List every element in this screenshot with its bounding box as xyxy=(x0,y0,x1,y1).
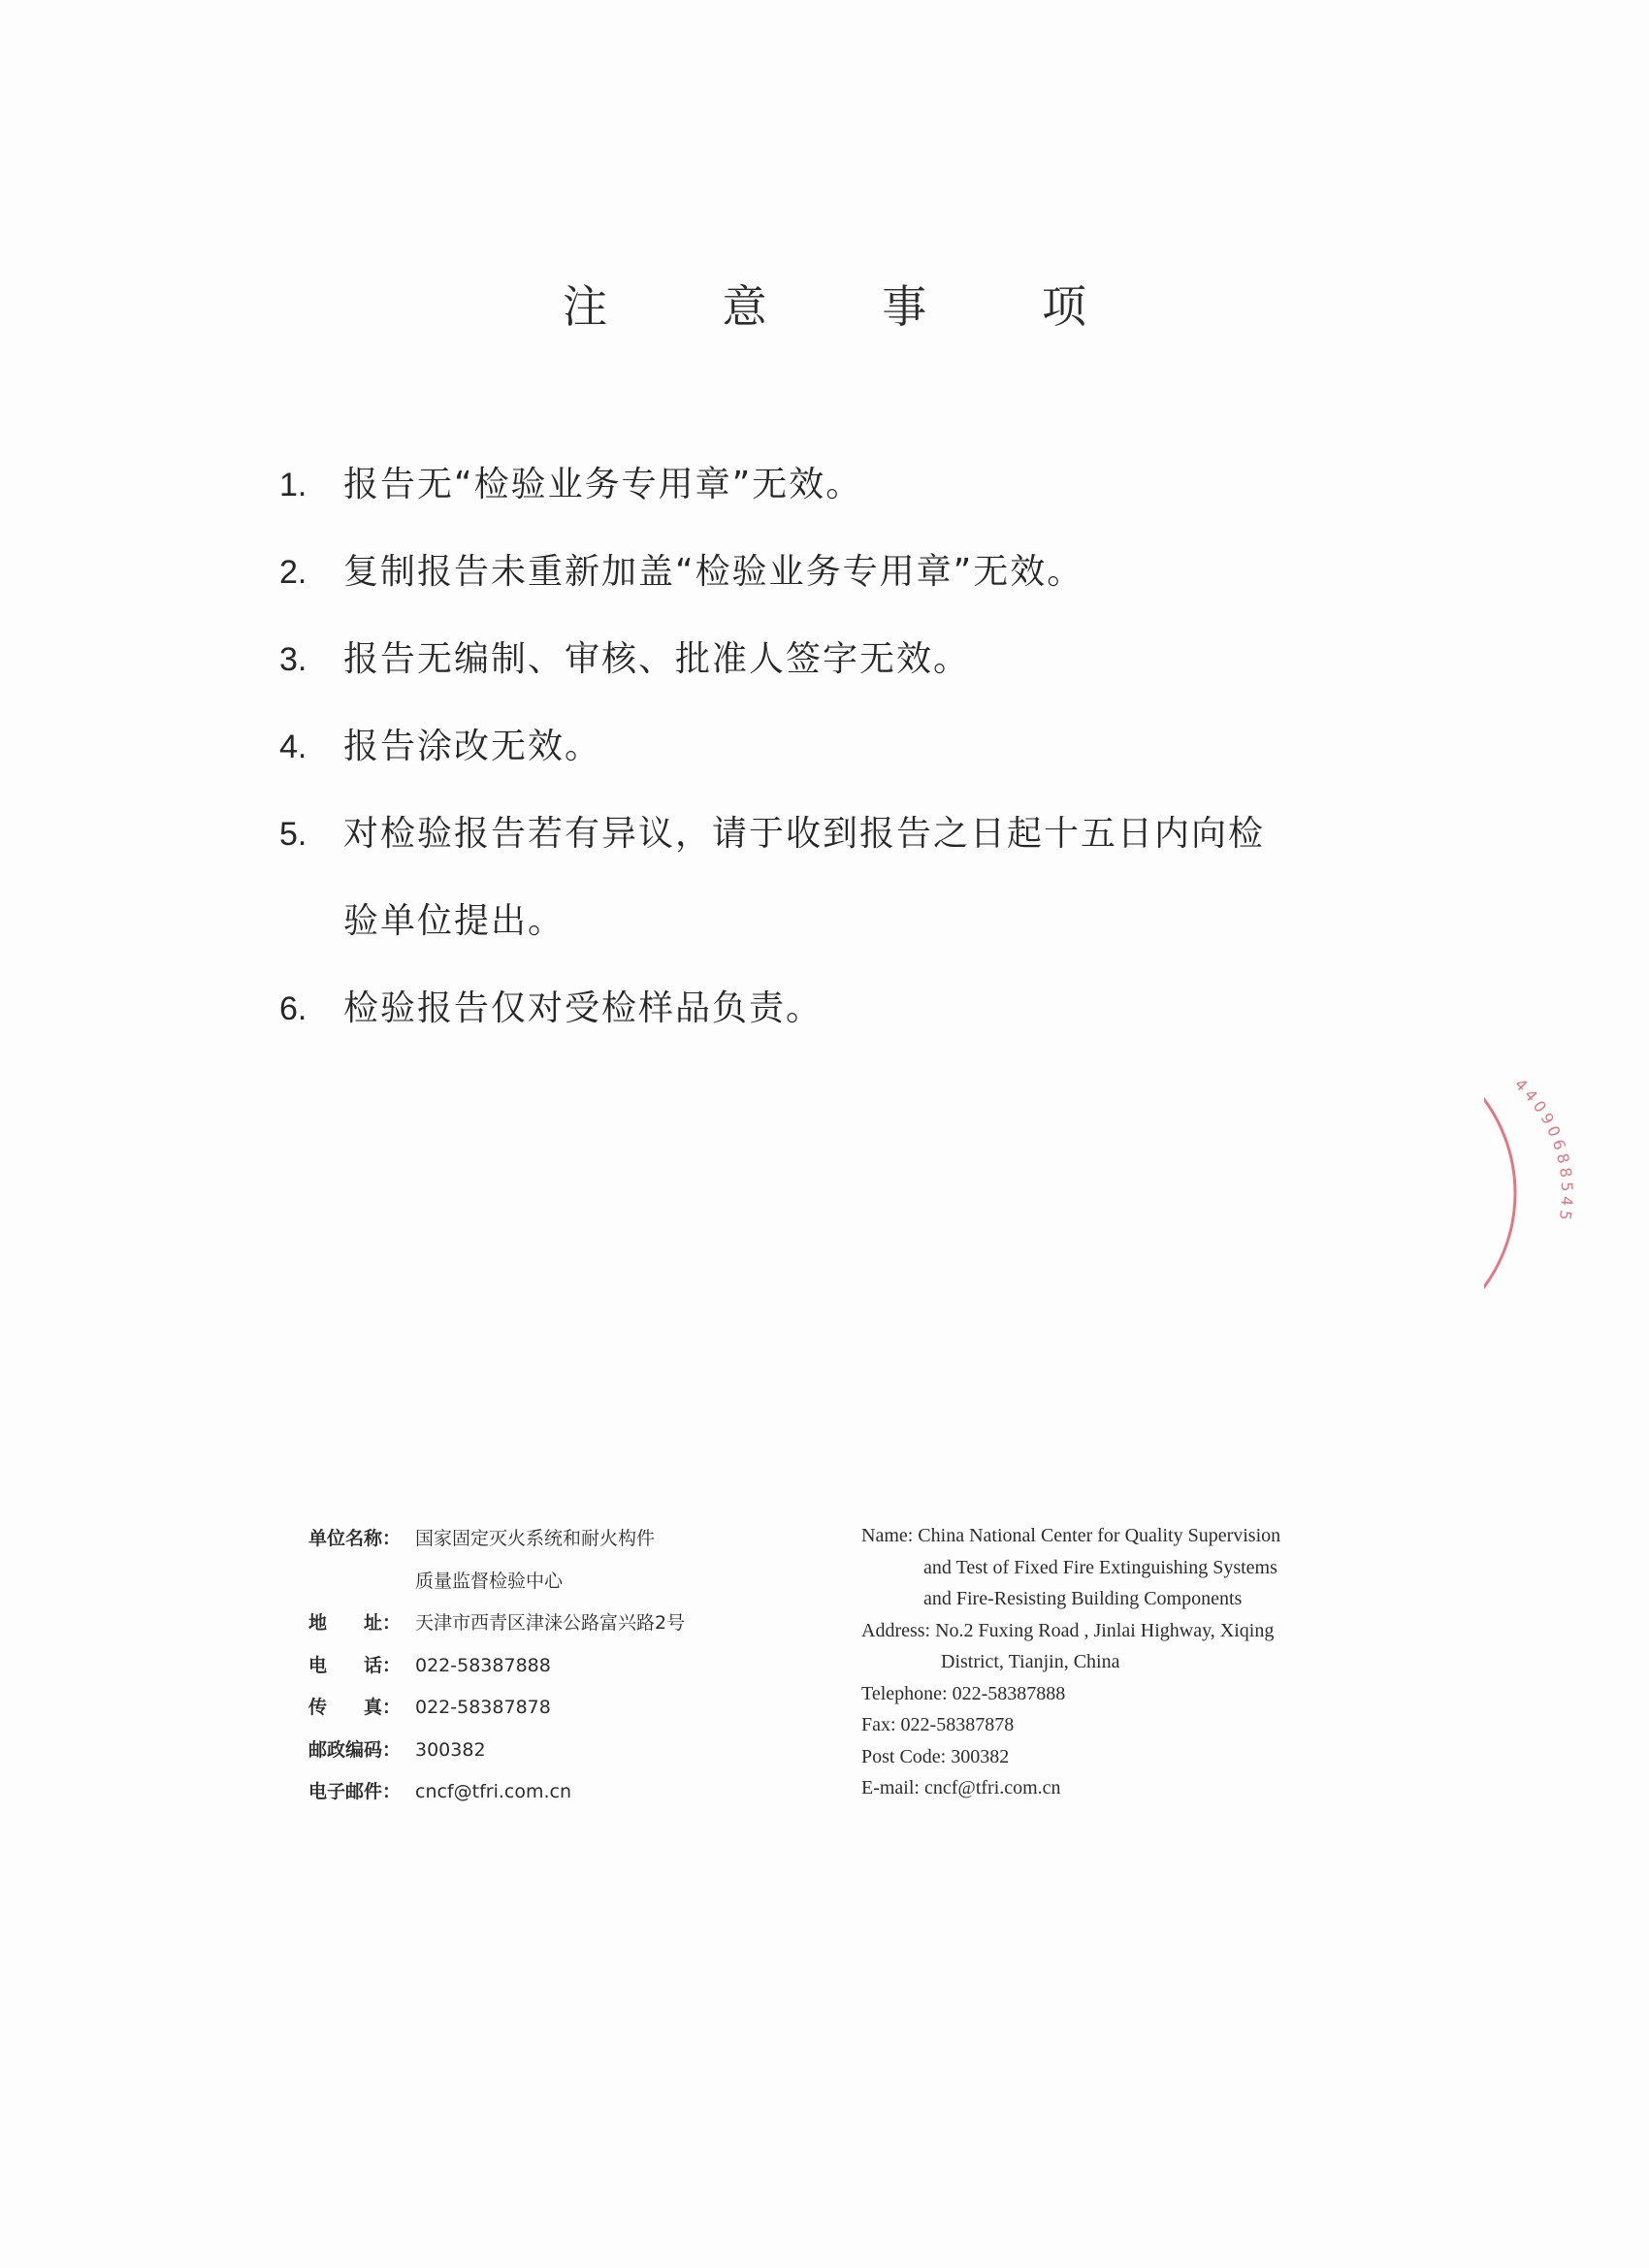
notice-text: 检验报告仅对受检样品负责。 xyxy=(343,988,824,1028)
notice-item xyxy=(279,703,1395,791)
notice-text: 对检验报告若有异议，请于收到报告之日起十五日内向检 xyxy=(343,814,1266,854)
contact-name-label: 单位名称： xyxy=(308,1528,402,1549)
notice-number: 2. xyxy=(279,554,307,591)
contact-postcode-label: 邮政编码： xyxy=(308,1738,402,1761)
en-telephone: Telephone: 022-58387888 xyxy=(861,1682,1066,1704)
notice-number: 3. xyxy=(279,641,307,678)
contact-fax-row xyxy=(308,1687,813,1730)
contact-postcode-row xyxy=(308,1730,813,1772)
footer-contact-chinese xyxy=(308,1518,813,1814)
contact-name-row-2 xyxy=(308,1561,813,1604)
notice-number xyxy=(279,878,343,965)
en-address-line1: Address: No.2 Fuxing Road , Jinlai Highway, Xiqing xyxy=(861,1619,1275,1641)
footer-contact-english xyxy=(861,1520,1405,1804)
en-name-line3: and Fire-Resisting Building Components xyxy=(923,1588,1243,1609)
contact-address-label: 地 址： xyxy=(308,1612,402,1634)
notice-item xyxy=(279,529,1395,616)
en-name-line1: Name: China National Center for Quality Supervision xyxy=(861,1525,1281,1546)
notice-item-continuation xyxy=(279,878,1395,965)
notice-text: 报告无编制、审核、批准人签字无效。 xyxy=(343,639,971,679)
notice-item xyxy=(279,965,1395,1053)
notice-text: 报告无“检验业务专用章”无效。 xyxy=(343,465,863,504)
contact-fax: 022-58387878 xyxy=(415,1697,551,1718)
notice-item xyxy=(279,616,1395,703)
notice-number: 5. xyxy=(279,816,307,853)
contact-email-label: 电子邮件： xyxy=(308,1781,402,1802)
notice-item xyxy=(279,791,1395,878)
page-title: 注 意 事 项 xyxy=(563,280,1137,333)
notice-text: 复制报告未重新加盖“检验业务专用章”无效。 xyxy=(343,552,1084,592)
contact-email-row xyxy=(308,1771,813,1814)
contact-phone: 022-58387888 xyxy=(415,1654,551,1676)
notice-text: 报告涂改无效。 xyxy=(343,727,602,766)
contact-name-row xyxy=(308,1518,813,1561)
en-postcode: Post Code: 300382 xyxy=(861,1745,1010,1767)
notice-text: 验单位提出。 xyxy=(343,901,566,941)
contact-address: 天津市西青区津涞公路富兴路2号 xyxy=(415,1612,686,1634)
contact-name-line2: 质量监督检验中心 xyxy=(415,1570,564,1592)
contact-address-row xyxy=(308,1603,813,1645)
en-email: E-mail: cncf@tfri.com.cn xyxy=(861,1777,1061,1798)
contact-phone-label: 电 话： xyxy=(308,1654,402,1676)
contact-phone-row xyxy=(308,1645,813,1688)
notice-list xyxy=(279,441,1395,1053)
en-fax: Fax: 022-58387878 xyxy=(861,1714,1015,1735)
contact-name-line1: 国家固定灭火系统和耐火构件 xyxy=(415,1528,656,1549)
en-name-line2: and Test of Fixed Fire Extinguishing Systems xyxy=(923,1556,1277,1578)
notice-number: 6. xyxy=(279,990,307,1027)
contact-email: cncf@tfri.com.cn xyxy=(415,1781,571,1802)
notice-item xyxy=(279,441,1395,529)
notice-number: 4. xyxy=(279,729,307,765)
svg-text:44090688545: 44090688545 xyxy=(1510,1075,1577,1226)
en-address-line2: District, Tianjin, China xyxy=(941,1651,1120,1672)
contact-postcode: 300382 xyxy=(415,1738,486,1761)
contact-fax-label: 传 真： xyxy=(308,1697,402,1718)
notice-number: 1. xyxy=(279,467,307,503)
official-seal-stamp xyxy=(1484,1038,1649,1329)
